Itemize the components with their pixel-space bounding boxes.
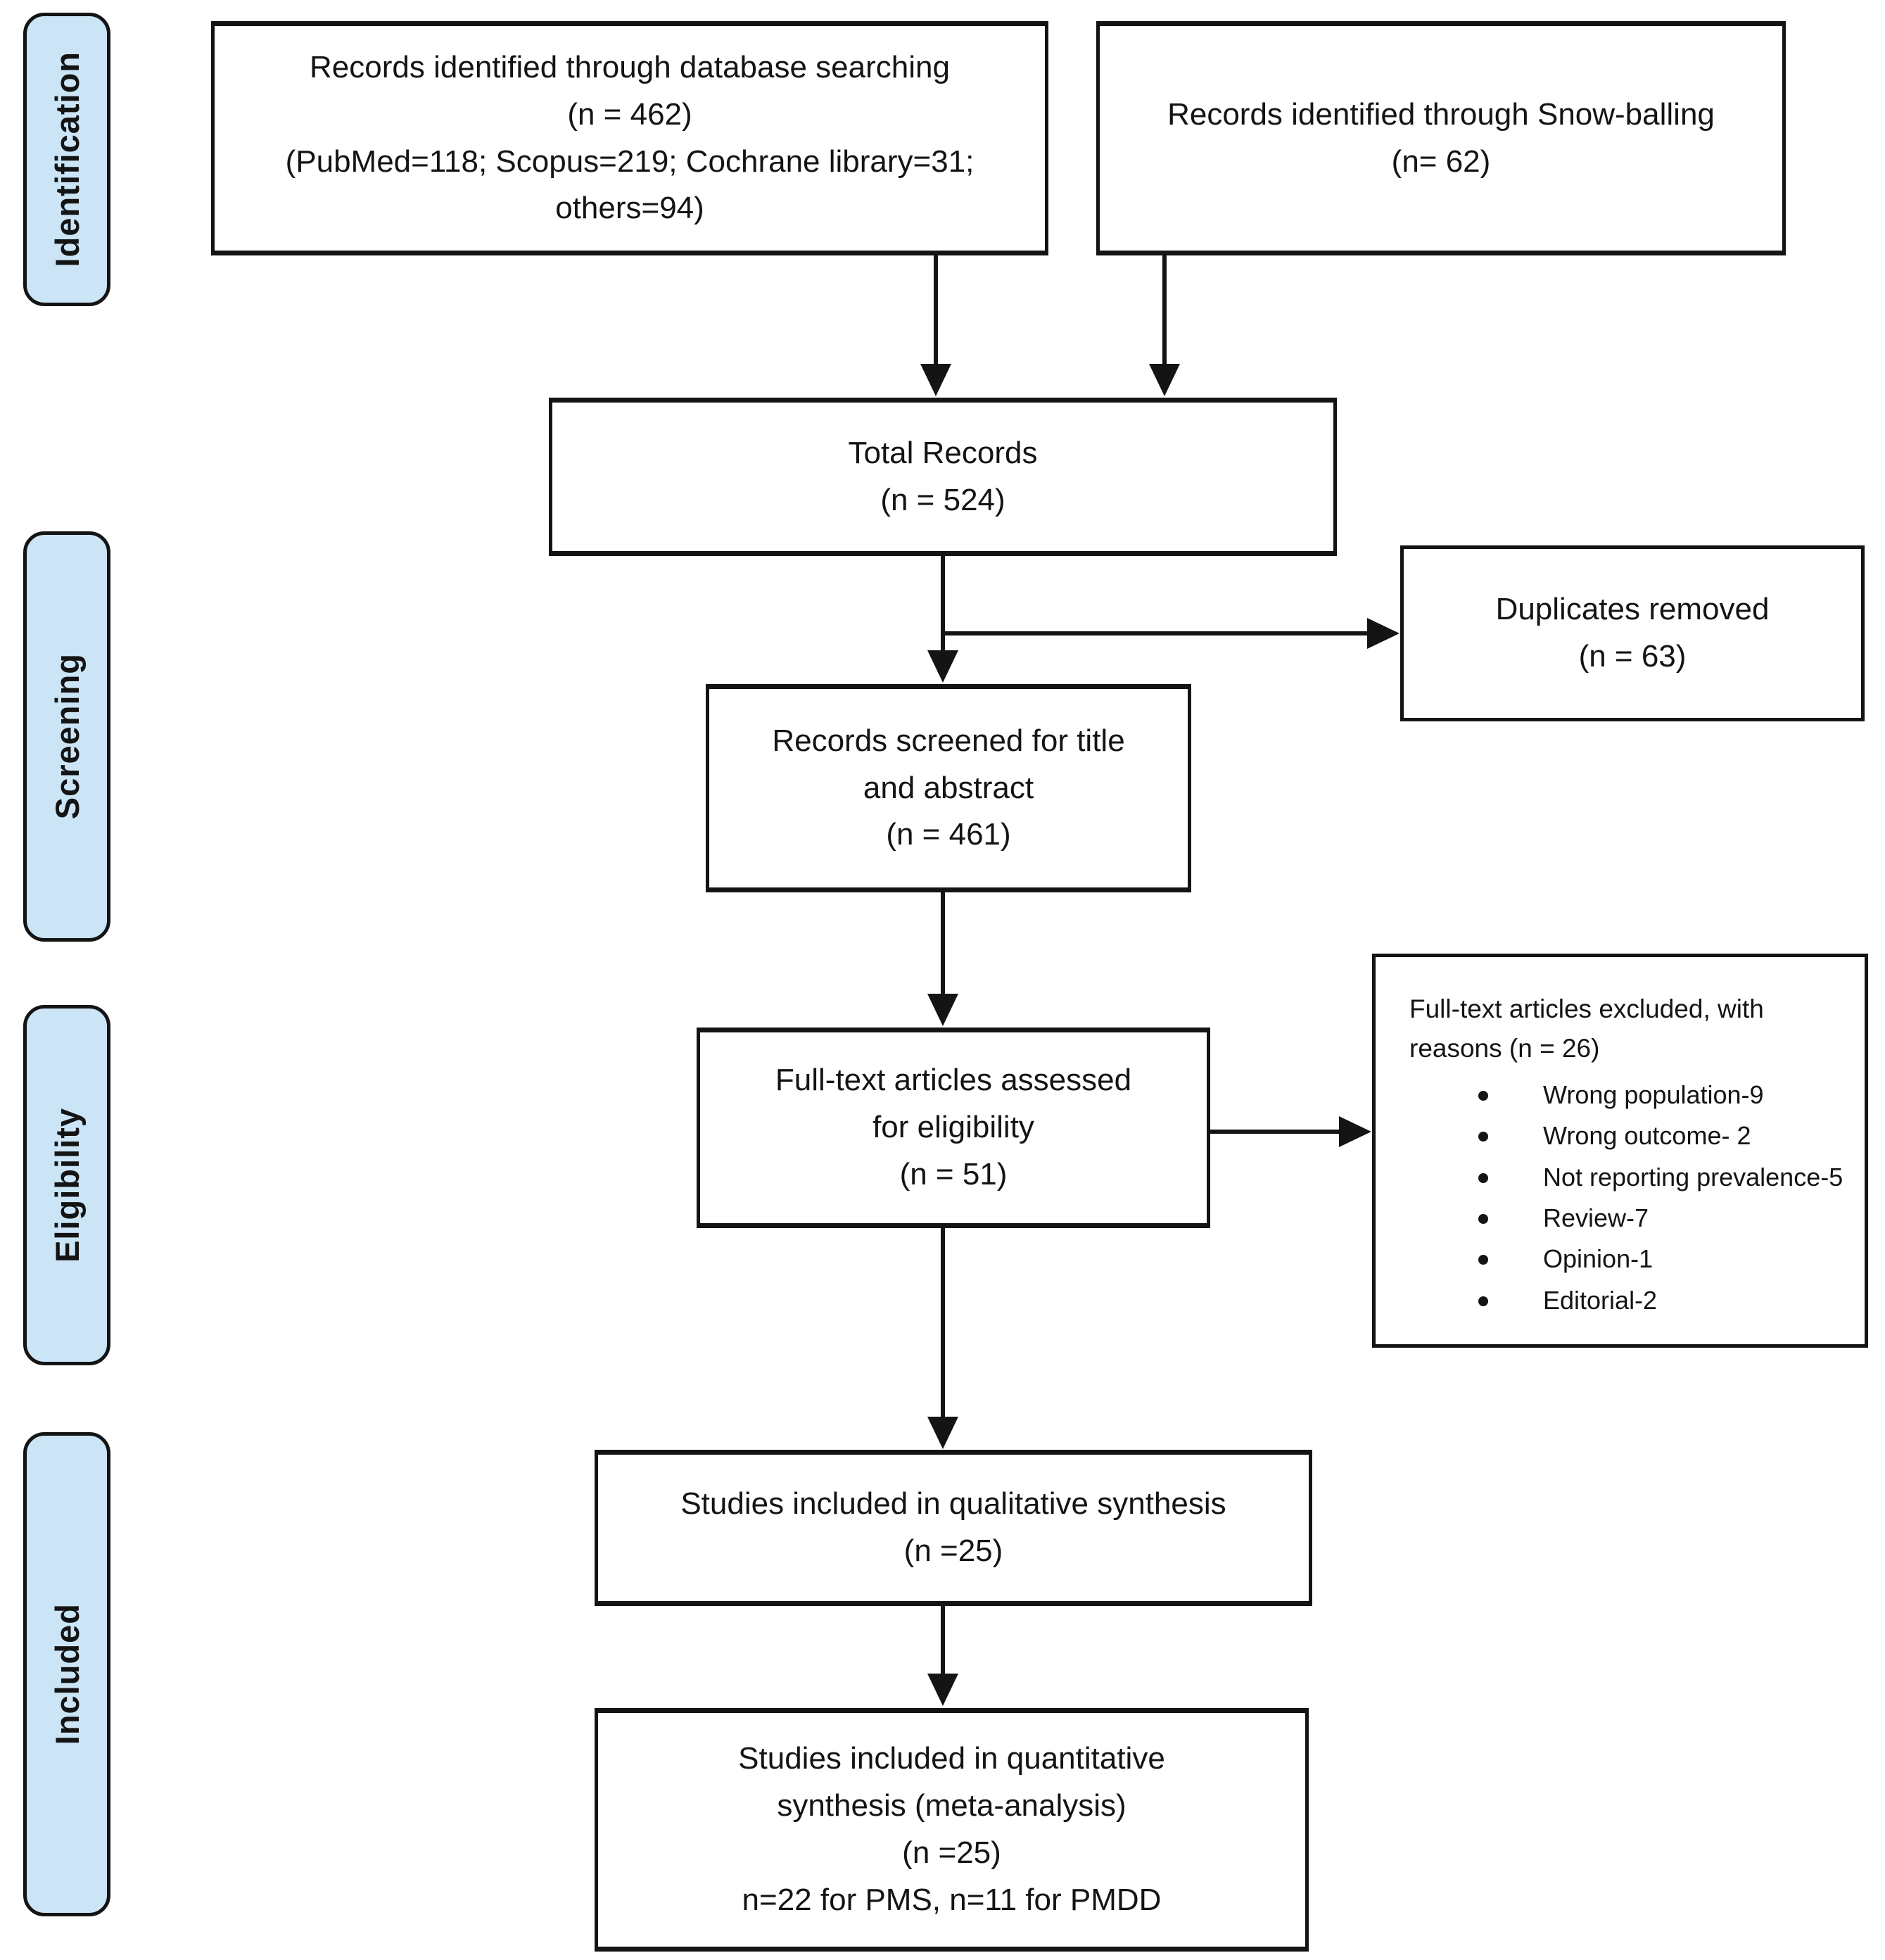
- text-line: n=22 for PMS, n=11 for PMDD: [742, 1882, 1162, 1917]
- box-total-records: [549, 398, 1337, 556]
- box-snowballing: [1096, 21, 1786, 255]
- text-line: synthesis (meta-analysis): [777, 1788, 1126, 1823]
- exclusion-reason: Wrong population-9: [1543, 1075, 1843, 1115]
- arrow-database-to-total-shaft: [934, 255, 938, 365]
- arrow-to-excluded-shaft: [1210, 1130, 1340, 1134]
- stage-screening: [23, 531, 110, 942]
- text-line: (n = 51): [899, 1156, 1008, 1191]
- stage-included: [23, 1432, 110, 1916]
- text-line: Records screened for title: [772, 723, 1125, 758]
- text-line: reasons (n = 26): [1409, 1033, 1600, 1063]
- text-line: others=94): [555, 191, 704, 226]
- arrow-snowballing-to-total-shaft: [1162, 255, 1167, 365]
- exclusion-reason: Opinion-1: [1543, 1239, 1843, 1279]
- arrow-total-to-screened-shaft: [941, 556, 945, 652]
- text-line: Full-text articles assessed: [775, 1063, 1132, 1098]
- text-line: Total Records: [848, 435, 1038, 470]
- text-line: Records identified through Snow-balling: [1167, 96, 1715, 132]
- stage-eligibility-label: Eligibility: [48, 1108, 86, 1263]
- box-records-screened: [706, 684, 1191, 892]
- arrow-total-to-screened-head: [927, 650, 958, 683]
- exclusion-reason: Editorial-2: [1543, 1280, 1843, 1321]
- box-database-search: [211, 21, 1048, 255]
- text-line: Studies included in quantitative: [738, 1741, 1165, 1776]
- text-line: (n= 62): [1391, 144, 1491, 179]
- exclusion-reason: Not reporting prevalence-5: [1543, 1157, 1843, 1198]
- exclusion-reason: Wrong outcome- 2: [1543, 1115, 1843, 1156]
- stage-eligibility: [23, 1005, 110, 1365]
- text-line: Studies included in qualitative synthesis: [680, 1486, 1226, 1522]
- text-line: and abstract: [863, 770, 1034, 805]
- arrow-to-duplicates-shaft: [943, 631, 1369, 636]
- text-line: for eligibility: [872, 1110, 1034, 1145]
- arrow-database-to-total-head: [920, 364, 951, 396]
- arrow-screened-to-fulltext-shaft: [941, 892, 945, 995]
- text-line: (n = 461): [886, 817, 1011, 852]
- stage-included-label: Included: [48, 1603, 86, 1745]
- text-line: (n = 63): [1578, 639, 1687, 674]
- stage-identification: [23, 13, 110, 306]
- box-quantitative-synthesis: [595, 1708, 1309, 1952]
- arrow-to-duplicates-head: [1367, 618, 1400, 649]
- arrow-fulltext-to-qualitative-head: [927, 1417, 958, 1449]
- text-line: Duplicates removed: [1495, 592, 1770, 627]
- box-fulltext-excluded: [1372, 954, 1868, 1348]
- box-fulltext-assessed: [697, 1028, 1210, 1228]
- box-qualitative-synthesis: [595, 1450, 1312, 1606]
- text-line: (n =25): [902, 1835, 1001, 1870]
- arrow-fulltext-to-qualitative-shaft: [941, 1228, 945, 1418]
- exclusion-reason: Review-7: [1543, 1198, 1843, 1239]
- text-line: Records identified through database searching: [310, 49, 950, 84]
- text-line: (PubMed=118; Scopus=219; Cochrane library=31;: [285, 144, 975, 179]
- text-line: (n = 462): [567, 96, 692, 132]
- box-duplicates-removed: [1400, 545, 1865, 721]
- arrow-qualitative-to-quantitative-shaft: [941, 1606, 945, 1675]
- text-line: (n = 524): [880, 482, 1005, 517]
- arrow-snowballing-to-total-head: [1149, 364, 1180, 396]
- exclusion-reason-list: [1409, 1075, 1843, 1321]
- stage-screening-label: Screening: [48, 653, 86, 820]
- arrow-qualitative-to-quantitative-head: [927, 1674, 958, 1706]
- text-line: (n =25): [903, 1534, 1003, 1568]
- text-line: Full-text articles excluded, with: [1409, 994, 1764, 1023]
- arrow-screened-to-fulltext-head: [927, 994, 958, 1026]
- arrow-to-excluded-head: [1339, 1116, 1371, 1147]
- stage-identification-label: Identification: [48, 51, 86, 267]
